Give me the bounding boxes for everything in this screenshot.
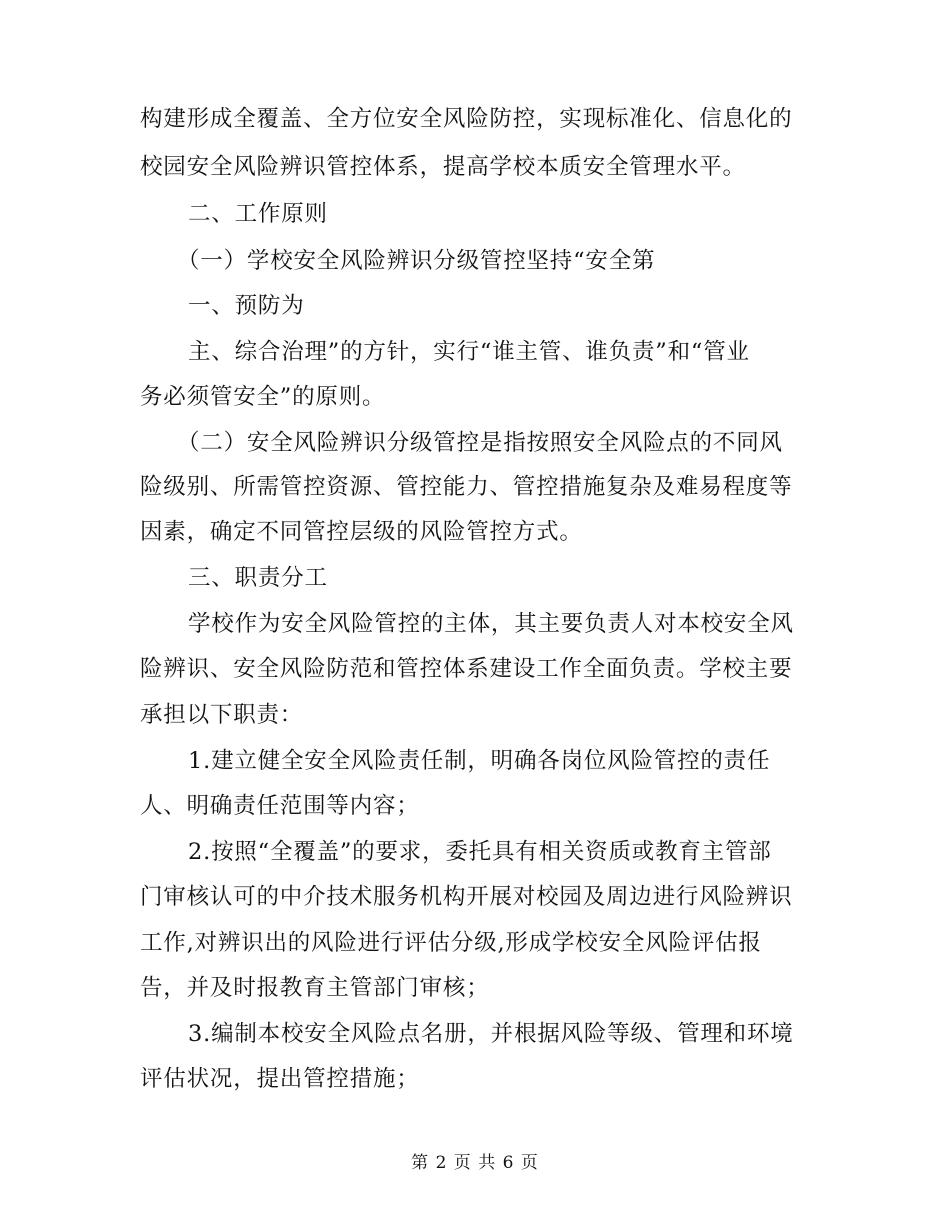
page-number-footer: 第 2 页 共 6 页 xyxy=(411,1153,539,1173)
body-text-line: 一、预防为 xyxy=(188,293,305,319)
body-text-line: （一）学校安全风险辨识分级管控坚持“安全第 xyxy=(177,248,656,274)
list-item-text: 1.建立健全安全风险责任制，明确各岗位风险管控的责任 xyxy=(188,748,771,774)
body-text-line: 因素，确定不同管控层级的风险管控方式。 xyxy=(140,519,583,545)
list-item-text: 评估状况，提出管控措施； xyxy=(140,1066,420,1092)
body-text-line: 承担以下职责： xyxy=(140,702,304,728)
list-item-text: 人、明确责任范围等内容； xyxy=(140,793,420,819)
list-item-text: 告，并及时报教育主管部门审核； xyxy=(140,975,490,1001)
list-item-text: 3.编制本校安全风险点名册，并根据风险等级、管理和环境 xyxy=(188,1021,794,1047)
body-text-line: 构建形成全覆盖、全方位安全风险防控，实现标准化、信息化的 xyxy=(140,106,793,132)
body-text-line: 学校作为安全风险管控的主体，其主要负责人对本校安全风 xyxy=(188,611,794,637)
list-item-text: 2.按照“全覆盖”的要求，委托具有相关资质或教育主管部 xyxy=(188,839,772,865)
body-text-line: （二）安全风险辨识分级管控是指按照安全风险点的不同风 xyxy=(177,430,783,456)
section-heading: 三、职责分工 xyxy=(188,565,328,591)
body-text-line: 校园安全风险辨识管控体系，提高学校本质安全管理水平。 xyxy=(140,154,746,180)
body-text-line: 主、综合治理”的方针，实行“谁主管、谁负责”和“管业 xyxy=(188,339,750,365)
body-text-line: 务必须管安全”的原则。 xyxy=(140,384,386,410)
body-text-line: 险级别、所需管控资源、管控能力、管控措施复杂及难易程度等 xyxy=(140,474,793,500)
section-heading: 二、工作原则 xyxy=(188,201,328,227)
list-item-text: 工作,对辨识出的风险进行评估分级,形成学校安全风险评估报 xyxy=(140,930,762,956)
body-text-line: 险辨识、安全风险防范和管控体系建设工作全面负责。学校主要 xyxy=(140,656,793,682)
list-item-text: 门审核认可的中介技术服务机构开展对校园及周边进行风险辨识 xyxy=(140,884,793,910)
